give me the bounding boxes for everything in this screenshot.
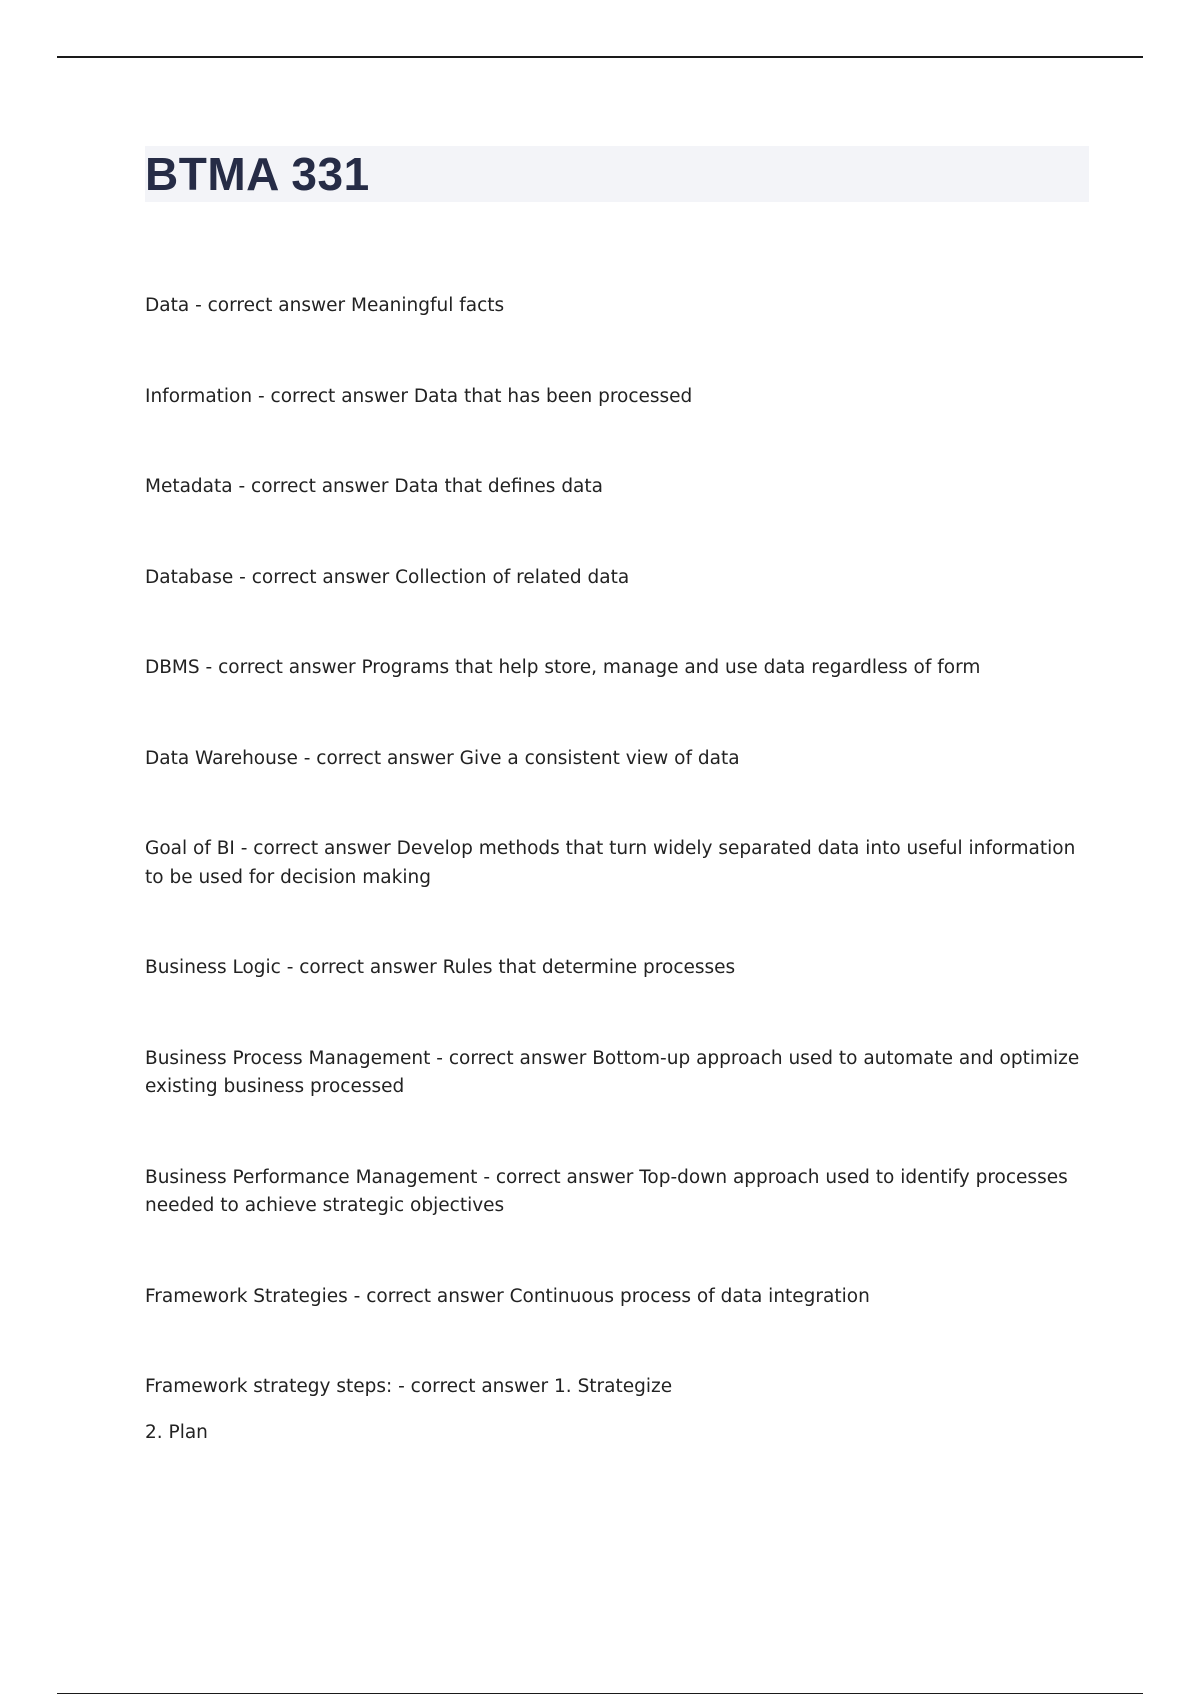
qa-separator: - correct answer [252, 385, 414, 407]
qa-answer: Bottom-up approach used to automate and optimize existing business processed [145, 1047, 1080, 1097]
qa-list [145, 292, 1085, 1509]
qa-item [145, 654, 1085, 683]
qa-item [145, 745, 1085, 774]
qa-item [145, 1045, 1085, 1102]
qa-item [145, 383, 1085, 412]
qa-item [145, 292, 1085, 321]
qa-separator: - correct answer [430, 1047, 593, 1069]
qa-separator: - correct answer [234, 838, 397, 859]
qa-item [145, 564, 1085, 593]
qa-answer: Collection of related data [395, 566, 630, 588]
qa-answer-continued: 2. Plan [145, 1421, 208, 1443]
qa-term: Framework Strategies [145, 1285, 348, 1307]
qa-answer: Meaningful facts [350, 295, 505, 316]
qa-separator: - correct answer [199, 657, 362, 678]
qa-separator: - correct answer [233, 566, 396, 588]
qa-answer: Give a consistent view of data [459, 747, 740, 769]
qa-separator: - correct answer [477, 1166, 640, 1188]
qa-item [145, 1283, 1085, 1312]
top-divider [57, 56, 1143, 58]
qa-answer: Rules that determine processes [442, 957, 736, 978]
qa-term: Database [145, 566, 234, 588]
qa-term: Goal of BI [145, 838, 235, 859]
qa-term: Business Performance Management [145, 1166, 478, 1188]
qa-term: DBMS [145, 657, 200, 678]
qa-answer: 1. Strategize [554, 1376, 673, 1397]
qa-answer: Data that defines data [394, 476, 603, 497]
qa-answer: Programs that help store, manage and use data regardless of form [361, 657, 981, 678]
qa-term: Metadata [145, 476, 233, 497]
qa-separator: - correct answer [189, 295, 351, 316]
qa-term: Framework strategy steps: [145, 1376, 393, 1397]
page-title: BTMA 331 [145, 148, 370, 200]
qa-separator: - correct answer [297, 747, 460, 769]
qa-answer: Top-down approach used to identify processes needed to achieve strategic objectives [145, 1166, 1068, 1216]
qa-answer: Data that has been processed [413, 385, 693, 407]
qa-item [145, 954, 1085, 983]
qa-item [145, 473, 1085, 502]
qa-separator: - correct answer [280, 957, 443, 978]
qa-item [145, 1373, 1085, 1447]
qa-item [145, 1164, 1085, 1221]
qa-term: Data [145, 295, 190, 316]
bottom-divider [57, 1693, 1143, 1694]
qa-term: Business Logic [145, 957, 281, 978]
qa-separator: - correct answer [392, 1376, 555, 1397]
qa-separator: - correct answer [232, 476, 395, 497]
qa-term: Business Process Management [145, 1047, 431, 1069]
qa-separator: - correct answer [347, 1285, 510, 1307]
qa-term: Data Warehouse [145, 747, 298, 769]
qa-item [145, 835, 1085, 892]
qa-answer: Develop methods that turn widely separated data into useful information to be used for decision making [145, 838, 1076, 888]
qa-term: Information [145, 385, 253, 407]
qa-answer: Continuous process of data integration [509, 1285, 870, 1307]
